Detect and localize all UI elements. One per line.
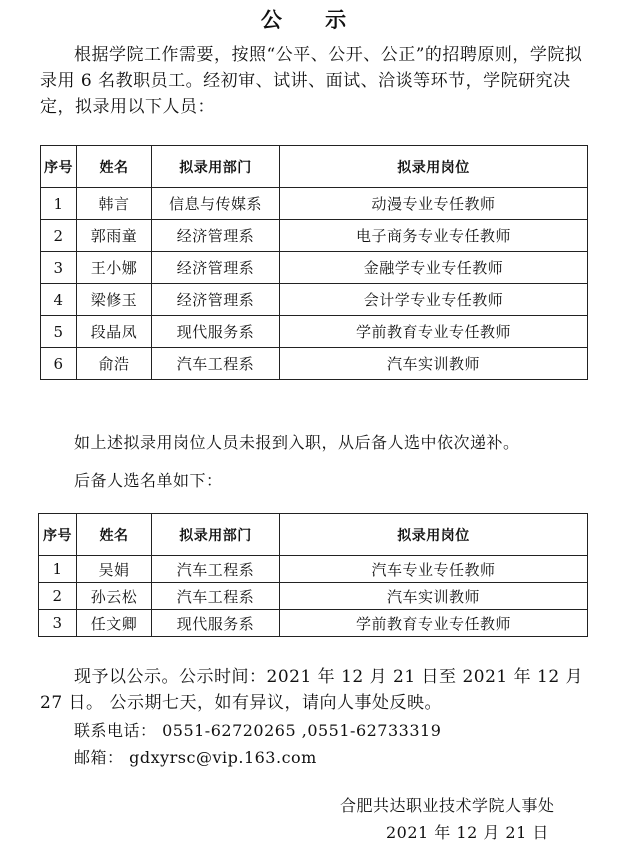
table-row — [41, 188, 588, 220]
cell-index: 2 — [41, 220, 77, 252]
header-index: 序号 — [39, 514, 77, 556]
backup-list-heading: 后备人选名单如下： — [74, 471, 223, 490]
contact-phone: 联系电话： 0551-62720265 ,0551-62733319 — [74, 721, 442, 740]
cell-department: 经济管理系 — [152, 220, 280, 252]
header-position: 拟录用岗位 — [280, 514, 588, 556]
cell-name: 吴娟 — [77, 556, 152, 583]
table-header-row — [41, 146, 588, 188]
cell-department: 经济管理系 — [152, 284, 280, 316]
cell-department: 汽车工程系 — [152, 556, 280, 583]
cell-department: 经济管理系 — [152, 252, 280, 284]
header-name: 姓名 — [77, 514, 152, 556]
cell-index: 6 — [41, 348, 77, 380]
table-row — [41, 220, 588, 252]
header-department: 拟录用部门 — [152, 514, 280, 556]
cell-department: 现代服务系 — [152, 610, 280, 637]
cell-position: 汽车专业专任教师 — [280, 556, 588, 583]
cell-position: 金融学专业专任教师 — [280, 252, 588, 284]
header-position: 拟录用岗位 — [280, 146, 588, 188]
cell-position: 学前教育专业专任教师 — [280, 316, 588, 348]
cell-name: 韩言 — [77, 188, 152, 220]
cell-department: 现代服务系 — [152, 316, 280, 348]
cell-position: 汽车实训教师 — [280, 583, 588, 610]
cell-index: 5 — [41, 316, 77, 348]
cell-position: 汽车实训教师 — [280, 348, 588, 380]
cell-position: 会计学专业专任教师 — [280, 284, 588, 316]
cell-name: 郭雨童 — [77, 220, 152, 252]
table-row — [41, 348, 588, 380]
table-row — [41, 284, 588, 316]
table-row — [41, 316, 588, 348]
page-title: 公 示 — [260, 8, 365, 32]
table-row — [39, 610, 588, 637]
table-row — [41, 252, 588, 284]
cell-index: 3 — [39, 610, 77, 637]
cell-position: 动漫专业专任教师 — [280, 188, 588, 220]
header-department: 拟录用部门 — [152, 146, 280, 188]
table-header-row — [39, 514, 588, 556]
substitution-note: 如上述拟录用岗位人员未报到入职，从后备人选中依次递补。 — [74, 433, 520, 452]
intro-paragraph: 根据学院工作需要，按照“公平、公开、公正”的招聘原则，学院拟录用 6 名教职员工。经初审、试讲、面试、洽谈等环节，学院研究决定，拟录用以下人员： — [40, 45, 583, 117]
cell-index: 4 — [41, 284, 77, 316]
signature-date: 2021 年 12 月 21 日 — [386, 823, 549, 842]
cell-index: 1 — [39, 556, 77, 583]
cell-department: 信息与传媒系 — [152, 188, 280, 220]
publicity-paragraph: 现予以公示。公示时间：2021 年 12 月 21 日至 2021 年 12 月 27 日。 公示期七天，如有异议，请向人事处反映。 — [40, 667, 584, 713]
signature-organization: 合肥共达职业技术学院人事处 — [340, 796, 555, 815]
cell-department: 汽车工程系 — [152, 583, 280, 610]
header-name: 姓名 — [77, 146, 152, 188]
cell-name: 段晶凤 — [77, 316, 152, 348]
table-row — [39, 556, 588, 583]
cell-name: 梁修玉 — [77, 284, 152, 316]
cell-name: 俞浩 — [77, 348, 152, 380]
cell-index: 2 — [39, 583, 77, 610]
cell-department: 汽车工程系 — [152, 348, 280, 380]
hired-staff-table — [40, 145, 588, 380]
cell-position: 电子商务专业专任教师 — [280, 220, 588, 252]
header-index: 序号 — [41, 146, 77, 188]
cell-name: 王小娜 — [77, 252, 152, 284]
cell-position: 学前教育专业专任教师 — [280, 610, 588, 637]
cell-name: 孙云松 — [77, 583, 152, 610]
cell-name: 任文卿 — [77, 610, 152, 637]
cell-index: 1 — [41, 188, 77, 220]
table-row — [39, 583, 588, 610]
contact-email: 邮箱： gdxyrsc@vip.163.com — [74, 748, 317, 767]
backup-staff-table — [38, 513, 588, 637]
cell-index: 3 — [41, 252, 77, 284]
